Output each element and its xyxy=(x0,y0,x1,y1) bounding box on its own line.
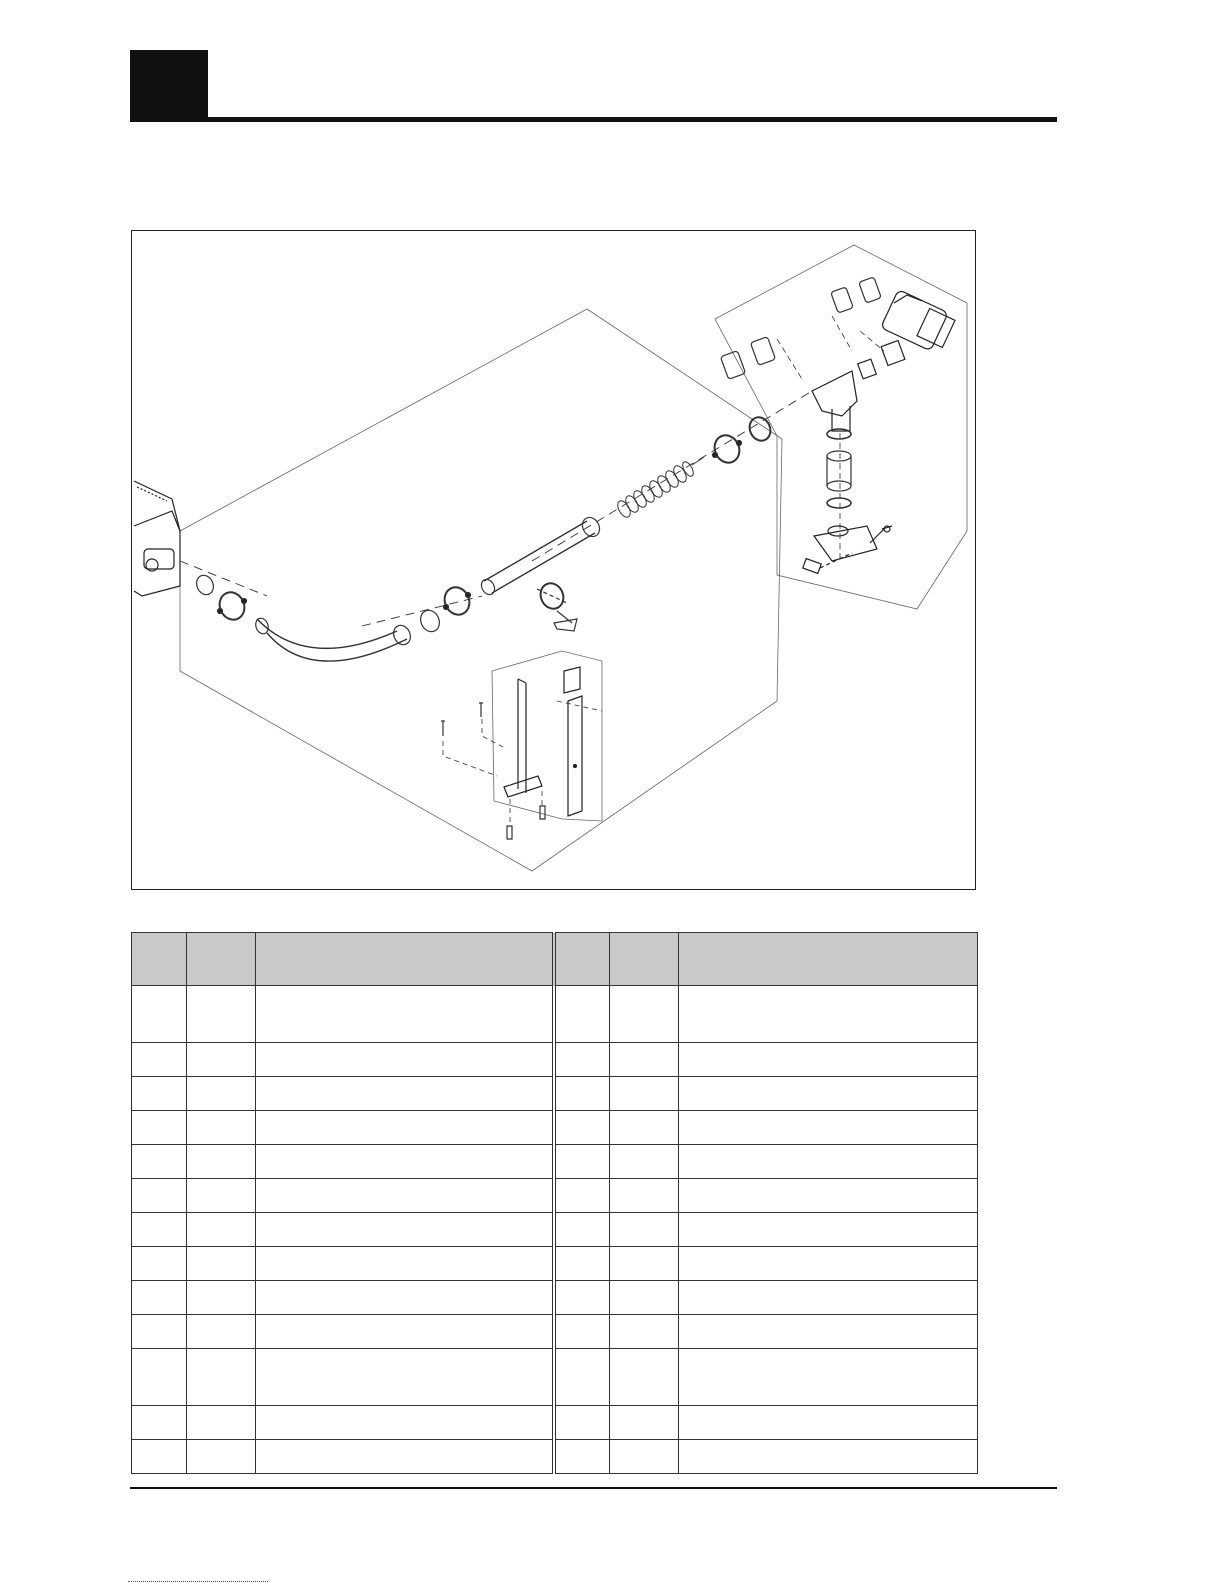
drop-fitting xyxy=(812,341,905,431)
table-cell-code-a xyxy=(187,1077,256,1111)
table-cell-desc-b xyxy=(679,1213,978,1247)
table-row xyxy=(132,1111,978,1145)
table-row xyxy=(132,1043,978,1077)
seal-ring-1 xyxy=(194,573,217,598)
table-row xyxy=(132,1349,978,1406)
table-cell-code-b xyxy=(610,1349,679,1406)
table-cell-code-a xyxy=(187,1247,256,1281)
table-row xyxy=(132,1315,978,1349)
main-assembly-outline xyxy=(180,309,782,871)
table-cell-pos-b xyxy=(554,1145,610,1179)
footer-link-underline xyxy=(128,1580,268,1582)
header-desc-b xyxy=(679,933,978,986)
table-cell-pos-a xyxy=(132,1179,187,1213)
support-outline xyxy=(492,651,602,821)
table-row xyxy=(132,986,978,1043)
table-row xyxy=(132,1440,978,1474)
table-cell-code-b xyxy=(610,1213,679,1247)
auger-screw xyxy=(615,457,704,519)
table-cell-pos-a xyxy=(132,1111,187,1145)
table-cell-code-a xyxy=(187,1315,256,1349)
table-cell-desc-a xyxy=(256,1179,554,1213)
table-cell-desc-b xyxy=(679,1043,978,1077)
table-cell-pos-b xyxy=(554,1043,610,1077)
table-cell-pos-b xyxy=(554,1213,610,1247)
table-cell-pos-b xyxy=(554,1111,610,1145)
table-cell-code-b xyxy=(610,1145,679,1179)
table-cell-desc-b xyxy=(679,1349,978,1406)
table-cell-desc-b xyxy=(679,1440,978,1474)
table-cell-pos-a xyxy=(132,1043,187,1077)
table-cell-code-b xyxy=(610,986,679,1043)
table-cell-desc-b xyxy=(679,1179,978,1213)
table-cell-code-b xyxy=(610,1247,679,1281)
rigid-tube xyxy=(484,521,595,593)
table-cell-desc-a xyxy=(256,986,554,1043)
table-cell-desc-a xyxy=(256,1213,554,1247)
table-cell-pos-b xyxy=(554,1179,610,1213)
table-cell-desc-a xyxy=(256,1043,554,1077)
table-cell-code-a xyxy=(187,986,256,1043)
table-cell-pos-a xyxy=(132,1349,187,1406)
table-row xyxy=(132,1179,978,1213)
pipe-clamp-3 xyxy=(710,431,744,467)
header-desc-a xyxy=(256,933,554,986)
table-row xyxy=(132,1281,978,1315)
table-cell-desc-a xyxy=(256,1111,554,1145)
table-cell-pos-a xyxy=(132,1247,187,1281)
table-row xyxy=(132,1213,978,1247)
table-cell-pos-b xyxy=(554,1349,610,1406)
footer-rule xyxy=(130,1487,1057,1489)
table-cell-pos-b xyxy=(554,1077,610,1111)
header-pos-b xyxy=(554,933,610,986)
header-rule xyxy=(130,117,1057,122)
table-cell-pos-a xyxy=(132,1406,187,1440)
table-cell-pos-a xyxy=(132,1077,187,1111)
table-cell-desc-b xyxy=(679,1247,978,1281)
table-cell-code-a xyxy=(187,1145,256,1179)
sleeve xyxy=(827,451,851,491)
table-cell-code-a xyxy=(187,1213,256,1247)
exploded-view-drawing xyxy=(132,231,977,891)
table-cell-desc-b xyxy=(679,1145,978,1179)
table-cell-code-a xyxy=(187,1349,256,1406)
table-cell-pos-b xyxy=(554,1440,610,1474)
table-cell-code-a xyxy=(187,1111,256,1145)
table-cell-desc-a xyxy=(256,1349,554,1406)
table-cell-code-b xyxy=(610,1043,679,1077)
table-cell-desc-b xyxy=(679,1406,978,1440)
table-cell-desc-a xyxy=(256,1406,554,1440)
table-cell-desc-a xyxy=(256,1145,554,1179)
support-stand xyxy=(504,667,582,816)
table-cell-code-a xyxy=(187,1179,256,1213)
table-cell-code-b xyxy=(610,1077,679,1111)
boiler-unit xyxy=(134,481,180,596)
table-cell-desc-b xyxy=(679,1077,978,1111)
table-cell-code-b xyxy=(610,1315,679,1349)
table-cell-desc-a xyxy=(256,1077,554,1111)
table-cell-desc-b xyxy=(679,1315,978,1349)
table-cell-pos-b xyxy=(554,1406,610,1440)
header-pos-a xyxy=(132,933,187,986)
coupling-ring-2 xyxy=(827,498,851,508)
pipe-clamp-1 xyxy=(215,588,249,624)
parts-table-body xyxy=(132,986,978,1474)
support-clamp xyxy=(537,580,577,631)
table-cell-code-b xyxy=(610,1111,679,1145)
header-code-b xyxy=(610,933,679,986)
table-cell-code-a xyxy=(187,1281,256,1315)
sensor-switch xyxy=(803,553,852,573)
table-row xyxy=(132,1145,978,1179)
table-cell-code-b xyxy=(610,1406,679,1440)
table-header-row xyxy=(132,933,978,986)
exploded-view-figure xyxy=(131,230,976,890)
table-cell-pos-b xyxy=(554,1281,610,1315)
table-cell-pos-b xyxy=(554,1315,610,1349)
table-cell-desc-a xyxy=(256,1315,554,1349)
table-row xyxy=(132,1077,978,1111)
parts-table xyxy=(131,932,978,1474)
seal-ring-3 xyxy=(746,414,774,444)
flexible-tube xyxy=(257,619,407,661)
table-cell-desc-b xyxy=(679,1281,978,1315)
table-cell-code-a xyxy=(187,1043,256,1077)
table-cell-desc-a xyxy=(256,1281,554,1315)
table-cell-code-b xyxy=(610,1440,679,1474)
table-cell-pos-b xyxy=(554,1247,610,1281)
table-cell-desc-a xyxy=(256,1440,554,1474)
table-cell-pos-b xyxy=(554,986,610,1043)
table-cell-pos-a xyxy=(132,1281,187,1315)
table-cell-desc-b xyxy=(679,986,978,1043)
table-cell-code-b xyxy=(610,1281,679,1315)
table-row xyxy=(132,1247,978,1281)
table-cell-pos-a xyxy=(132,986,187,1043)
table-cell-desc-a xyxy=(256,1247,554,1281)
table-cell-pos-a xyxy=(132,1213,187,1247)
table-row xyxy=(132,1406,978,1440)
table-cell-desc-b xyxy=(679,1111,978,1145)
bottom-mount xyxy=(814,526,892,561)
table-cell-pos-a xyxy=(132,1440,187,1474)
header-code-a xyxy=(187,933,256,986)
table-cell-code-a xyxy=(187,1406,256,1440)
pipe-clamp-2 xyxy=(440,583,474,619)
section-tab xyxy=(130,50,208,120)
gearmotor xyxy=(881,290,955,351)
table-cell-code-a xyxy=(187,1440,256,1474)
table-cell-pos-a xyxy=(132,1315,187,1349)
table-cell-code-b xyxy=(610,1179,679,1213)
table-cell-pos-a xyxy=(132,1145,187,1179)
